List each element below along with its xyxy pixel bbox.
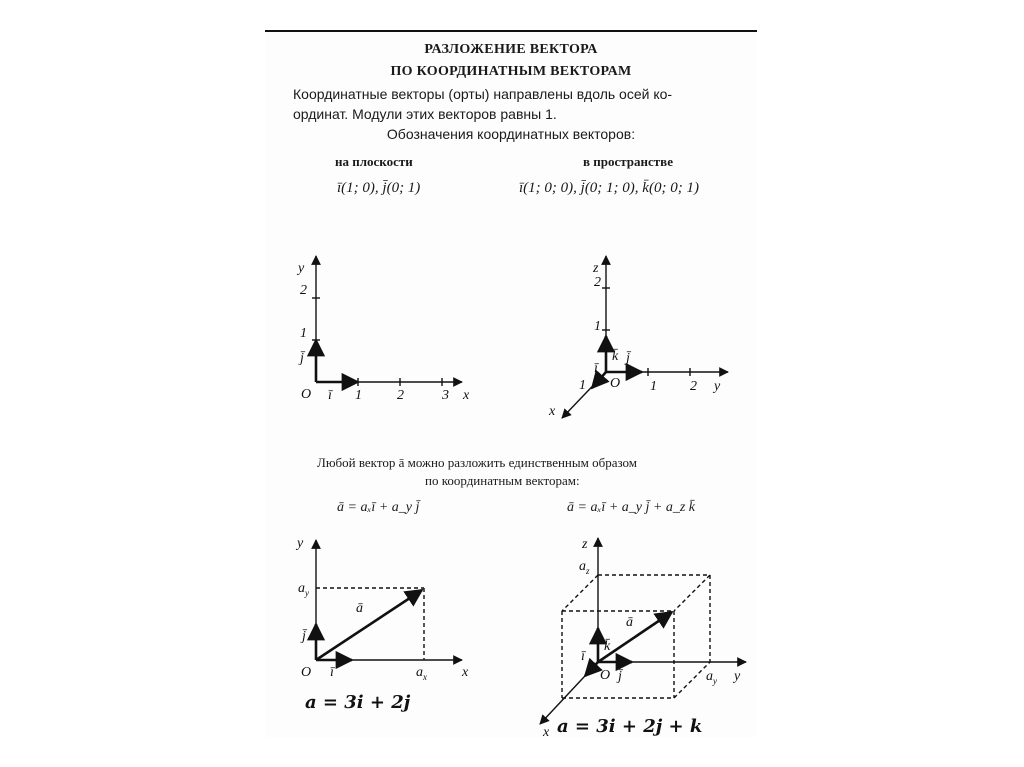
az-subscript: z — [586, 566, 590, 576]
space-z-label: z — [593, 261, 599, 276]
handwritten-space-example: a = 3i + 2j + k — [557, 716, 703, 737]
decomposition-line-1: Любой вектор ā можно разложить единственным образом — [317, 455, 638, 470]
vec-space-i-label: ī — [581, 649, 585, 664]
ax-subscript: x — [423, 672, 427, 682]
intro-line-1: Координатные векторы (орты) направлены вдоль осей ко- — [293, 86, 673, 102]
vec-plane-x-label: x — [462, 665, 469, 680]
space-origin: O — [610, 376, 621, 391]
space-y-tick-1: 1 — [650, 379, 657, 394]
ay-subscript-space: y — [713, 676, 717, 686]
handwritten-plane-example: a = 3i + 2j — [305, 692, 411, 713]
diagram-space-vector — [540, 538, 746, 724]
space-tick-z1: 1 — [594, 319, 601, 334]
space-x-tick-1: 1 — [579, 378, 586, 393]
diagram-space-units — [562, 256, 728, 418]
vec-space-z-label: z — [582, 537, 588, 552]
vec-plane-origin: O — [301, 665, 312, 680]
vec-plane-a-label: ā — [356, 601, 363, 616]
space-x-label: x — [549, 404, 556, 419]
vec-plane-j-label: j̄ — [302, 629, 306, 644]
vec-plane-y-label: y — [297, 536, 304, 551]
space-k-label: k̄ — [612, 349, 619, 364]
space-tick-z2: 2 — [594, 275, 601, 290]
plane-y-label: y — [298, 261, 305, 276]
plane-x-tick-3: 3 — [442, 388, 449, 403]
plane-j-label: j̄ — [300, 351, 304, 366]
vec-space-az — [579, 559, 590, 576]
vec-plane-i-label: ī — [330, 665, 334, 680]
ay-letter: a — [298, 581, 305, 596]
space-label: в пространстве — [583, 154, 673, 169]
az-letter: a — [579, 559, 586, 574]
unit-vector-i-vec-space — [585, 662, 598, 676]
vec-plane-ay — [298, 581, 309, 598]
plane-x-tick-2: 2 — [397, 388, 404, 403]
ax-letter: a — [416, 665, 423, 680]
space-coordinates: ī(1; 0; 0), j̄(0; 1; 0), k̄(0; 0; 1) — [519, 180, 699, 196]
notation-heading: Обозначения координатных векторов: — [386, 126, 636, 142]
diagram-plane-units — [312, 256, 462, 386]
ay-subscript: y — [305, 588, 309, 598]
vector-a — [316, 590, 422, 660]
vec-space-a-label: ā — [626, 615, 633, 630]
space-i-label: ī — [594, 361, 598, 376]
intro-line-2: ординат. Модули этих векторов равны 1. — [293, 106, 557, 122]
vec-space-origin: O — [600, 668, 611, 683]
space-j-label: j̄ — [626, 351, 630, 366]
vec-space-j-label: j̄ — [618, 669, 622, 684]
ay-letter-space: a — [706, 669, 713, 684]
plane-coordinates: ī(1; 0), j̄(0; 1) — [337, 180, 421, 196]
plane-label: на плоскости — [335, 154, 413, 169]
vec-space-x-label: x — [543, 725, 550, 740]
title-line-2: ПО КООРДИНАТНЫМ ВЕКТОРАМ — [390, 64, 632, 79]
title-line-1: РАЗЛОЖЕНИЕ ВЕКТОРА — [424, 42, 598, 57]
plane-i-label: ī — [328, 388, 332, 403]
vec-plane-ax — [416, 665, 427, 682]
formula-plane: ā = aₓī + a_y j̄ — [337, 500, 420, 515]
box-edge — [562, 575, 598, 611]
vec-space-ay — [706, 669, 717, 686]
decomposition-line-2: по координатным векторам: — [425, 473, 580, 488]
plane-tick-1: 1 — [300, 326, 307, 341]
space-y-label: y — [714, 379, 721, 394]
vec-space-k-label: k̄ — [604, 639, 611, 654]
plane-x-label: x — [463, 388, 470, 403]
vector-a-space — [598, 612, 672, 662]
plane-tick-2: 2 — [300, 283, 307, 298]
plane-origin: O — [301, 387, 312, 402]
formula-space: ā = aₓī + a_y j̄ + a_z k̄ — [567, 500, 695, 515]
box-edge — [674, 662, 710, 698]
vec-space-y-label: y — [734, 669, 741, 684]
space-y-tick-2: 2 — [690, 379, 697, 394]
plane-x-tick-1: 1 — [355, 388, 362, 403]
diagram-plane-vector — [316, 540, 462, 660]
box-edge — [674, 575, 710, 611]
